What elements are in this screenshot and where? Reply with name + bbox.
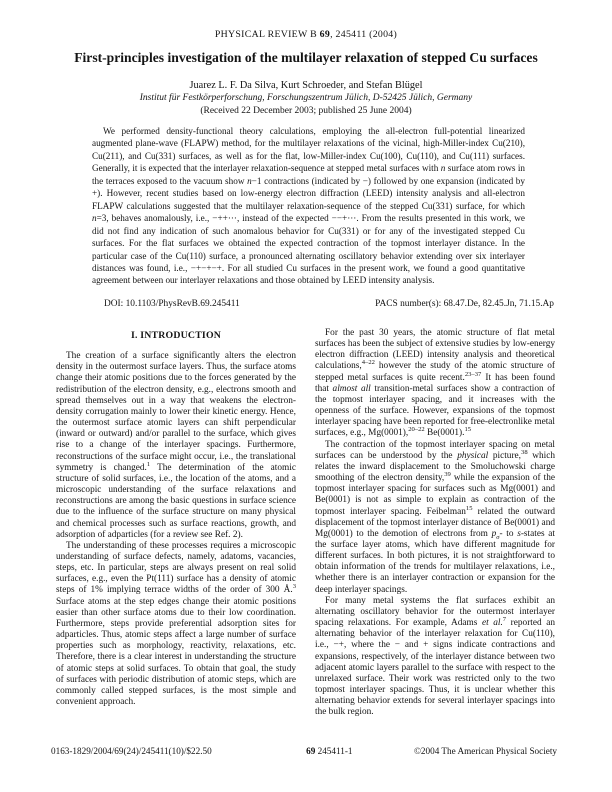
intro-paragraph: The understanding of these processes requires a microscopic understanding of surface defects, namely, adatoms, vacancies, steps, etc. In particular, steps are always present on real solid surfaces, e.g., even the Pt(111) surface has a density of atomic steps of 1% implying terrace widths of the order of 300 Å.$^3$ Surface atoms at the step edges change their atomic positions easier than other surface atoms due to their low coordination. Furthermore, steps provide preferential adsorption sites for adparticles. Thus, atomic steps affect a large number of surface properties such as morphology, reactivity, relaxations, etc. Therefore, there is a clear interest in understanding the structure of atomic steps at solid surfaces. To obtain that goal, the study of surfaces with periodic distribution of atomic steps, which are commonly called stepped surfaces, is the most simple and convenient approach. <box>56 540 296 707</box>
journal-volume: 69 <box>319 29 331 40</box>
running-head <box>56 29 556 40</box>
footer-issn-code: 0163-1829/2004/69(24)/245411(10)/$22.50 <box>51 746 212 756</box>
intro-paragraph: For many metal systems the flat surfaces exhibit an alternating oscillatory behavior for the outermost interlayer spacing relaxations. For example, Adams et al.$^7$ reported an alternating behavior of the interlayer relaxation for Cu(110), i.e., −+, where the − and + signs indicate contractions and expansions, respectively, of the interlayer distance between two adjacent atomic layers parallel to the surface with respect to the unrelaxed surface. Their work was restricted only to the two topmost interlayer spacings. Thus, it is unclear whether this alternating behavior extends for several interlayer spacings into the bulk region. <box>315 595 555 718</box>
journal-name: PHYSICAL REVIEW B <box>214 29 320 40</box>
doi-text: DOI: 10.1103/PhysRevB.69.245411 <box>104 299 240 309</box>
right-column <box>315 328 555 718</box>
intro-paragraph: For the past 30 years, the atomic structure of flat metal surfaces has been the subject of extensive studies by low-energy electron diffraction (LEED) intensity analysis and theoretical calculations,$^{4-22}$ however the study of the atomic structure of stepped metal surfaces is quite recent.$^{23-37}$ It has been found that almost all transition-metal surfaces show a contraction of the topmost interlayer spacing, and it increases with the openness of the surface. However, expansions of the topmost interlayer spacing have been reported for free-electronlike metal surfaces, e.g., Mg(0001),$^{20-22}$ Be(0001).$^{15}$ <box>315 328 555 439</box>
left-column <box>56 328 296 718</box>
footer-page-number <box>279 746 380 756</box>
paper-title: First-principles investigation of the multilayer relaxation of stepped Cu surfaces <box>74 50 538 65</box>
footer-copyright: ©2004 The American Physical Society <box>413 746 558 756</box>
footer-volume: 69 <box>306 746 316 756</box>
affiliation-line: Institut für Festkörperforschung, Forschungszentrum Jülich, D-52425 Jülich, Germany <box>139 93 473 103</box>
intro-paragraph: The contraction of the topmost interlayer spacing on metal surfaces can be understood by the physical picture,$^{38}$ which relates the inward displacement to the Smoluchowski charge smoothing of the electron density,$^{39}$ while the expansion of the topmost interlayer spacing for surfaces such as Mg(0001) and Be(0001) is not as simple to explain as contraction of the topmost interlayer spacing. Feibelman$^{15}$ related the outward displacement of the topmost interlayer distance of Be(0001) and Mg(0001) to the demotion of electrons from $p_\sigma-$ to s-states at the surface layer atoms, which have different magnitude for different surfaces. In both pictures, it is not straightforward to obtain information of the trends for multilayer relaxations, i.e., whether there is an interlayer contraction or expansion for the deep interlayer spacings. <box>315 439 556 595</box>
authors-line: Juarez L. F. Da Silva, Kurt Schroeder, and Stefan Blügel <box>189 80 423 91</box>
intro-section-heading: I. INTRODUCTION <box>130 330 222 341</box>
pacs-text: PACS number(s): 68.47.De, 82.45.Jn, 71.15.Ap <box>375 299 554 309</box>
intro-paragraph: The creation of a surface significantly alters the electron density in the outermost surface layers. Thus, the surface atoms change their atomic positions due to the forces generated by the redistribution of the electron density, e.g., electrons smooth and spread themselves out in a way that weakens the electron-density corrugation mainly to lower their kinetic energy. Hence, the outermost surface atomic layers can shift perpendicular (inward or outward) and/or parallel to the surface, which gives rise to a change of the interlayer spacings. Furthermore, reconstructions of the surface might occur, i.e., the translational symmetry is changed.$^1$ The determination of the atomic structure of solid surfaces, i.e., the location of the atoms, and a microscopic understanding of the surface relaxations and reconstructions are among the basic questions in surface science due to the influence of the surface structure on many physical and chemical processes such as surface reactions, growth, and adsorption of adparticles (for a review see Ref. 2). <box>56 351 296 540</box>
abstract-text: We performed density-functional theory calculations, employing the all-electron full-potential linearized augmented plane-wave (FLAPW) method, for the multilayer relaxations of the vicinal, high-Miller-index Cu(210), Cu(211), and Cu(331) surfaces, as well as for the flat, low-Miller-index Cu(100), Cu(110), and Cu(111) surfaces. Generally, it is expected that the interlayer relaxation-sequence at stepped metal surfaces with n surface atom rows in the terraces exposed to the vacuum show n−1 contractions (indicated by −) followed by one expansion (indicated by +). However, recent studies based on low-energy electron diffraction (LEED) intensity analysis and all-electron FLAPW calculations suggested that the multilayer relaxation-sequence of the stepped Cu(331) surface, for which n=3, behaves anomalously, i.e., −++···, instead of the expected −−+···. From the results presented in this work, we did not find any indication of such anomalous behavior for Cu(331) or for any of the investigated stepped Cu surfaces. For the flat surfaces we obtained the expected contraction of the topmost interlayer distance. In the particular case of the Cu(110) surface, a pronounced alternating oscillatory behavior extending over six interlayer distances was found, i.e., −+−+−+. For all studied Cu surfaces in the present work, we found a good quantitative agreement between our interlayer relaxations and those obtained by LEED intensity analysis. <box>92 126 525 286</box>
body-columns <box>56 328 556 718</box>
page-footer <box>51 746 557 756</box>
footer-article-page: 245411-1 <box>315 746 353 756</box>
journal-issue-info: , 245411 (2004) <box>330 29 398 40</box>
received-line: (Received 22 December 2003; published 25 June 2004) <box>200 106 412 116</box>
doi-pacs-line <box>104 299 554 309</box>
